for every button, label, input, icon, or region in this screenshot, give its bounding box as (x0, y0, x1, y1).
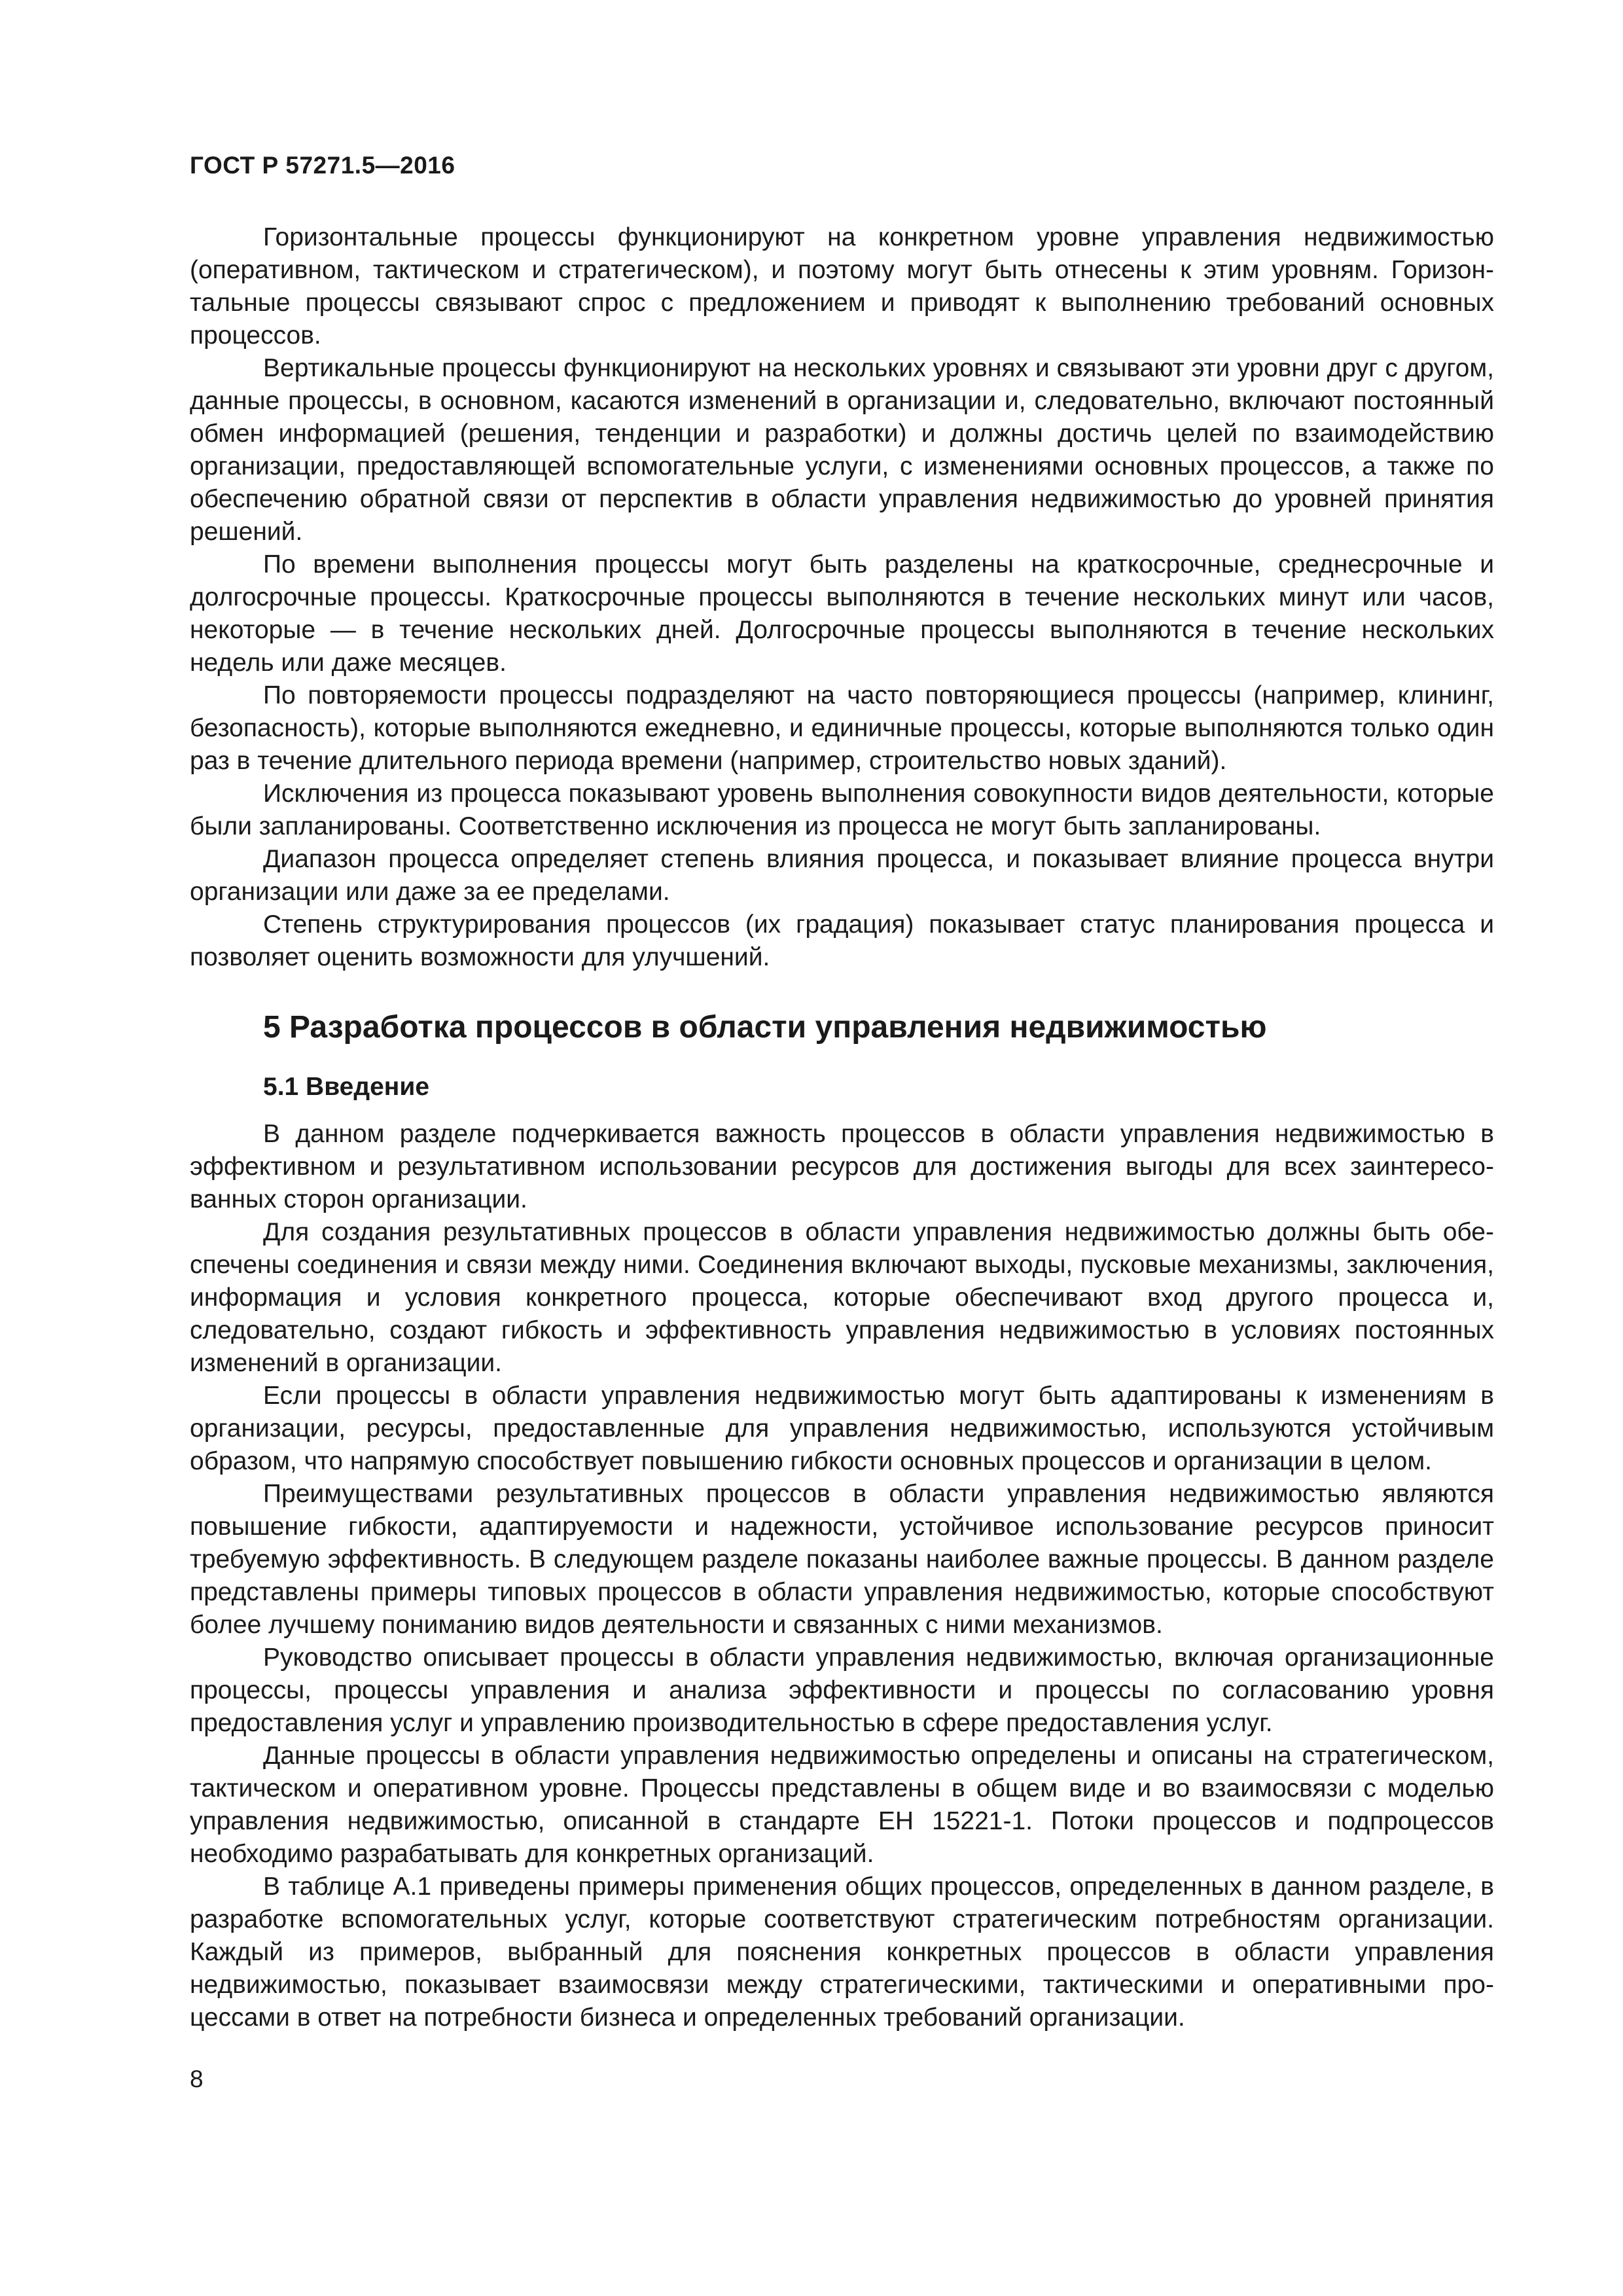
paragraph: Степень структурирования процессов (их градация) показывает статус планирования процесса и позволяет оценить возможности для улучшений. (190, 910, 1494, 971)
standard-header: ГОСТ Р 57271.5—2016 (190, 152, 455, 179)
paragraph: Для создания результативных процессов в области управления недвижимостью должны быть обеспечены соединения и связи между ними. Соединения включают выходы, пусковые механизмы, заключения, информация и условия конкретного процесса, которые обеспечивают вход другого процесса и, следовательно, создают гибкость и эффективность управления недвижимостью в условиях постоянных изменений в организации. (190, 1218, 1494, 1377)
page-content (190, 221, 1494, 2034)
paragraph: По повторяемости процессы подразделяют на часто повторяющиеся процессы (например, клининг, безопасность), которые выполняются ежедневно, и единичные процессы, которые выполняются только один раз в течение длительного периода времени (например, строительство новых зданий). (190, 681, 1494, 775)
subsection-title: 5.1 Введение (263, 1073, 430, 1101)
paragraph: Руководство описывает процессы в области управления недвижимостью, включая организационные процессы, процессы управления и анализа эффективности и процессы по согласованию уровня предоставления услуг и управлению производительностью в сфере предоставления услуг. (190, 1643, 1494, 1737)
paragraph: Исключения из процесса показывают уровень выполнения совокупности видов деятельности, которые были запланированы. Соответственно исключения из процесса не могут быть запланированы. (190, 780, 1494, 840)
paragraph: В данном разделе подчеркивается важность процессов в области управления недвижимостью в эффективном и результативном использовании ресурсов для достижения выгоды для всех заинтересованных сторон организации. (190, 1120, 1494, 1213)
paragraph: Если процессы в области управления недвижимостью могут быть адаптированы к изменениям в организации, ресурсы, предоставленные для управления недвижимостью, используются устойчивым образом, что напрямую способствует повышению гибкости основных процессов и организации в целом. (190, 1382, 1494, 1475)
paragraph: Диапазон процесса определяет степень влияния процесса, и показывает влияние процесса внутри организации или даже за ее пределами. (190, 845, 1494, 906)
paragraph: В таблице А.1 приведены примеры применения общих процессов, определенных в данном разделе, в разработке вспомогательных услуг, которые соответствуют стратегическим потребностям организации. Каждый из примеров, выбранный для пояснения конкретных процессов в области управления недвижимостью, показывает взаимосвязи между стратегическими, тактическими и оперативными процессами в ответ на потребности бизнеса и определенных требований организации. (190, 1873, 1494, 2032)
section-title: 5 Разработка процессов в области управления недвижимостью (263, 1010, 1267, 1045)
paragraph: Вертикальные процессы функционируют на нескольких уровнях и связывают эти уровни друг с другом, данные процессы, в основном, касаются изменений в организации и, следовательно, включают постоянный обмен информацией (решения, тенденции и разработки) и должны достичь целей по взаимодействию организации, предоставляющей вспомогательные услуги, с изменениями основных процессов, а также по обеспечению обратной связи от перспектив в области управления недвижимостью до уровней принятия решений. (190, 354, 1494, 546)
paragraph: Преимуществами результативных процессов в области управления недвижимостью являются повышение гибкости, адаптируемости и надежности, устойчивое использование ресурсов приносит требуемую эффективность. В следующем разделе показаны наиболее важные процессы. В данном разделе представлены примеры типовых процессов в области управления недвижимостью, которые способствуют более лучшему пониманию видов деятельности и связанных с ними механизмов. (190, 1480, 1494, 1639)
page-number: 8 (190, 2066, 204, 2092)
paragraph: Данные процессы в области управления недвижимостью определены и описаны на стратегическом, тактическом и оперативном уровне. Процессы представлены в общем виде и во взаимосвязи с моделью управления недвижимостью, описанной в стандарте ЕН 15221-1. Потоки процессов и подпроцессов необходимо разрабатывать для конкретных организаций. (190, 1742, 1494, 1868)
paragraph: Горизонтальные процессы функционируют на конкретном уровне управления недвижимостью (оперативном, тактическом и стратегическом), и поэтому могут быть отнесены к этим уровням. Горизонтальные процессы связывают спрос с предложением и приводят к выполнению требований основных процессов. (190, 223, 1494, 350)
paragraph: По времени выполнения процессы могут быть разделены на краткосрочные, среднесрочные и долгосрочные процессы. Краткосрочные процессы выполняются в течение нескольких минут или часов, некоторые — в течение нескольких дней. Долгосрочные процессы выполняются в течение нескольких недель или даже месяцев. (190, 550, 1494, 677)
